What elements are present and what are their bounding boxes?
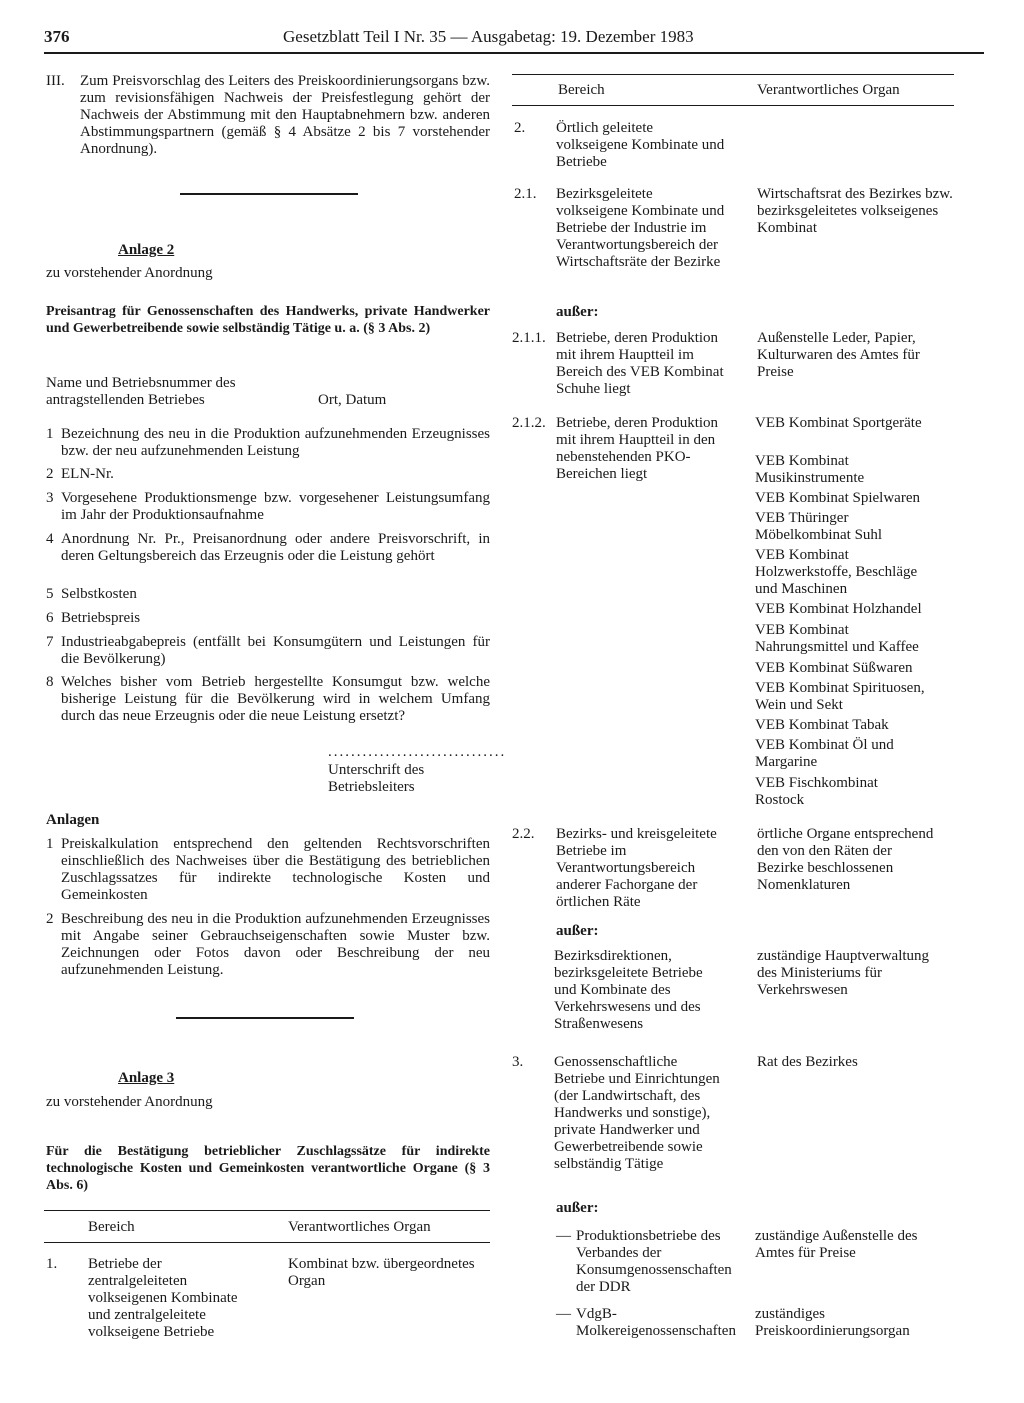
form-item-number: 7: [46, 634, 54, 650]
kombinat-list-item: VEB Kombinat Öl und Margarine: [755, 737, 894, 770]
right-table-top-rule: [512, 74, 954, 75]
form-item-text: ELN-Nr.: [61, 466, 114, 482]
kombinat-list-item: VEB Kombinat Sportgeräte: [755, 415, 922, 431]
row-number: 2.2.: [512, 826, 535, 842]
form-item-number: 2: [46, 466, 54, 482]
applicant-label: Name und Betriebsnummer des antragstellenden Betriebes: [46, 375, 236, 408]
kombinat-list-item: VEB Kombinat Holzhandel: [755, 601, 922, 617]
row-organ: örtliche Organe entsprechend den von den Räten der Bezirke beschlossenen Nomenklaturen: [757, 826, 934, 893]
form-item-text: Betriebspreis: [61, 610, 141, 626]
kombinat-list-item: VEB Kombinat Musikinstrumente: [755, 453, 865, 486]
row-number: 2.1.1.: [512, 330, 546, 346]
signature-line: ...............................: [328, 744, 507, 760]
row-bereich: Genossenschaftliche Betriebe und Einrichtungen (der Landwirtschaft, des Handwerks und sonstige), private Handwerker und Gewerbetreibende sowie selbständig Tätige: [554, 1054, 720, 1172]
column-header-bereich: Bereich: [88, 1219, 135, 1235]
anlage3-heading: Anlage 3: [118, 1070, 175, 1086]
row-number: 2.1.2.: [512, 415, 546, 431]
dash-bullet: —: [556, 1228, 571, 1244]
row-number: 2.: [514, 120, 526, 136]
row-organ: Rat des Bezirkes: [757, 1054, 858, 1070]
row-organ: Kombinat bzw. übergeordnetes Organ: [288, 1256, 475, 1289]
kombinat-list-item: VEB Kombinat Spirituosen, Wein und Sekt: [755, 680, 925, 713]
page-number: 376: [44, 27, 70, 46]
form-item-number: 1: [46, 426, 54, 442]
form-item-text: Bezeichnung des neu in die Produktion aufzunehmenden Erzeugnisses bzw. der neu aufzunehmenden Leistung: [61, 426, 490, 459]
row-number: 1.: [46, 1256, 58, 1272]
table-header-rule: [44, 1242, 490, 1243]
anlage2-title: Preisantrag für Genossenschaften des Handwerks, private Handwerker und Gewerbetreibende sowie selbständig Tätige u. a. (§ 3 Abs. 2): [46, 304, 490, 336]
column-header-organ: Verantwortliches Organ: [757, 82, 900, 98]
section-divider: [180, 193, 358, 195]
except-label: außer:: [556, 923, 599, 939]
form-item-number: 3: [46, 490, 54, 506]
form-item: [46, 490, 490, 524]
row-bereich: Produktionsbetriebe des Verbandes der Konsumgenossenschaften der DDR: [576, 1228, 732, 1295]
kombinat-list-item: VEB Kombinat Spielwaren: [755, 490, 920, 506]
form-item-number: 4: [46, 531, 54, 547]
column-header-organ: Verantwortliches Organ: [288, 1219, 431, 1235]
form-item-text: Welches bisher vom Betrieb hergestellte Konsumgut bzw. welche bisherige Leistung für die Bevölkerung wird in welchem Umfang durch das neue Erzeugnis oder die neue Leistung ersetzt?: [61, 674, 490, 724]
form-item: [46, 426, 490, 460]
row-bereich: Örtlich geleitete volkseigene Kombinate und Betriebe: [556, 120, 725, 170]
section-divider: [176, 1017, 354, 1019]
row-bereich: Betriebe der zentralgeleiteten volkseigenen Kombinate und zentralgeleitete volkseigene Betriebe: [88, 1256, 238, 1340]
form-item: [46, 674, 490, 725]
attachment-text: Preiskalkulation entsprechend den geltenden Rechtsvorschriften einschließlich des Nachweises über die Bestätigung des betrieblichen Zuschlagssatzes für indirekte technologische Kosten und Gemeinkosten: [61, 836, 490, 903]
attachment-item: [46, 836, 490, 904]
row-bereich: Betriebe, deren Produktion mit ihrem Hauptteil in den nebenstehenden PKO-Bereichen liegt: [556, 415, 719, 482]
row-bereich: VdgB-Molkereigenossenschaften: [576, 1306, 736, 1339]
anlagen-heading: Anlagen: [46, 812, 100, 828]
row-number: 2.1.: [514, 186, 537, 202]
right-table-header-rule: [512, 105, 954, 106]
row-number: 3.: [512, 1054, 524, 1070]
dash-bullet: —: [556, 1306, 571, 1322]
attachment-number: 2: [46, 911, 54, 927]
row-organ: Außenstelle Leder, Papier, Kulturwaren des Amtes für Preise: [757, 330, 920, 380]
row-organ: Wirtschaftsrat des Bezirkes bzw. bezirksgeleitetes volkseigenes Kombinat: [757, 186, 953, 236]
form-item: [46, 634, 490, 668]
kombinat-list-item: VEB Kombinat Süßwaren: [755, 660, 913, 676]
row-bereich: Bezirksgeleitete volkseigene Kombinate und Betriebe der Industrie im Verantwortungsbereich der Wirtschaftsräte der Bezirke: [556, 186, 725, 270]
form-item-number: 5: [46, 586, 54, 602]
form-item-number: 8: [46, 674, 54, 690]
row-bereich: Bezirks- und kreisgeleitete Betriebe im Verantwortungsbereich anderer Fachorgane der örtlichen Räte: [556, 826, 717, 910]
row-bereich: Betriebe, deren Produktion mit ihrem Hauptteil im Bereich des VEB Kombinat Schuhe liegt: [556, 330, 724, 397]
kombinat-list-item: VEB Fischkombinat Rostock: [755, 775, 878, 808]
table-top-rule: [44, 1210, 490, 1211]
except-label: außer:: [556, 304, 599, 320]
anlage2-heading: Anlage 2: [118, 242, 175, 258]
form-item-text: Selbstkosten: [61, 586, 137, 602]
header-rule: [44, 52, 984, 54]
row-organ: zuständiges Preiskoordinierungsorgan: [755, 1306, 910, 1339]
section-iii-text: Zum Preisvorschlag des Leiters des Preiskoordinierungsorgans bzw. zum revisionsfähigen Nachweis der Preisfestlegung gehört der Nachweis der Abstimmung mit den Hauptabnehmern bzw. anderen Abstimmungspartnern (gemäß § 4 Absätze 2 bis 7 vorstehender Anordnung).: [80, 73, 490, 157]
form-item: [46, 466, 490, 483]
kombinat-list-item: VEB Kombinat Holzwerkstoffe, Beschläge und Maschinen: [755, 547, 918, 597]
attachment-number: 1: [46, 836, 54, 852]
form-item-number: 6: [46, 610, 54, 626]
attachment-item: [46, 911, 490, 979]
anlage2-subheading: zu vorstehender Anordnung: [46, 265, 213, 281]
form-item-text: Industrieabgabepreis (entfällt bei Konsumgütern und Leistungen für die Bevölkerung): [61, 634, 490, 667]
gazette-header: Gesetzblatt Teil I Nr. 35 — Ausgabetag: 19. Dezember 1983: [283, 27, 694, 46]
form-item-text: Vorgesehene Produktionsmenge bzw. vorgesehener Leistungsumfang im Jahr der Produktionsaufnahme: [61, 490, 490, 523]
anlage3-title: Für die Bestätigung betrieblicher Zuschlagssätze für indirekte technologische Kosten und Gemeinkosten verantwortliche Organe (§ 3 Abs. 6): [46, 1144, 490, 1193]
kombinat-list-item: VEB Thüringer Möbelkombinat Suhl: [755, 510, 883, 543]
row-organ: zuständige Außenstelle des Amtes für Preise: [755, 1228, 918, 1261]
except-label: außer:: [556, 1200, 599, 1216]
row-organ: zuständige Hauptverwaltung des Ministeriums für Verkehrswesen: [757, 948, 930, 998]
attachment-text: Beschreibung des neu in die Produktion aufzunehmenden Erzeugnisses mit Angabe seiner Gebrauchseigenschaften sowie Muster bzw. Zeichnungen oder Fotos davon oder Beschreibung der neu aufzunehmenden Leistung.: [61, 911, 490, 978]
form-item-text: Anordnung Nr. Pr., Preisanordnung oder andere Preisvorschrift, in deren Geltungsbereich das Erzeugnis oder die Leistung gehört: [61, 531, 490, 564]
place-date-label: Ort, Datum: [318, 392, 387, 408]
anlage3-subheading: zu vorstehender Anordnung: [46, 1094, 213, 1110]
kombinat-list-item: VEB Kombinat Tabak: [755, 717, 889, 733]
form-item: [46, 610, 490, 627]
section-iii-marker: III.: [46, 73, 65, 89]
column-header-bereich: Bereich: [558, 82, 605, 98]
kombinat-list-item: VEB Kombinat Nahrungsmittel und Kaffee: [755, 622, 919, 655]
signature-label: Unterschrift des Betriebsleiters: [328, 762, 425, 795]
form-item: [46, 586, 490, 603]
form-item: [46, 531, 490, 565]
row-bereich: Bezirksdirektionen, bezirksgeleitete Betriebe und Kombinate des Verkehrswesens und des Straßenwesens: [554, 948, 703, 1032]
